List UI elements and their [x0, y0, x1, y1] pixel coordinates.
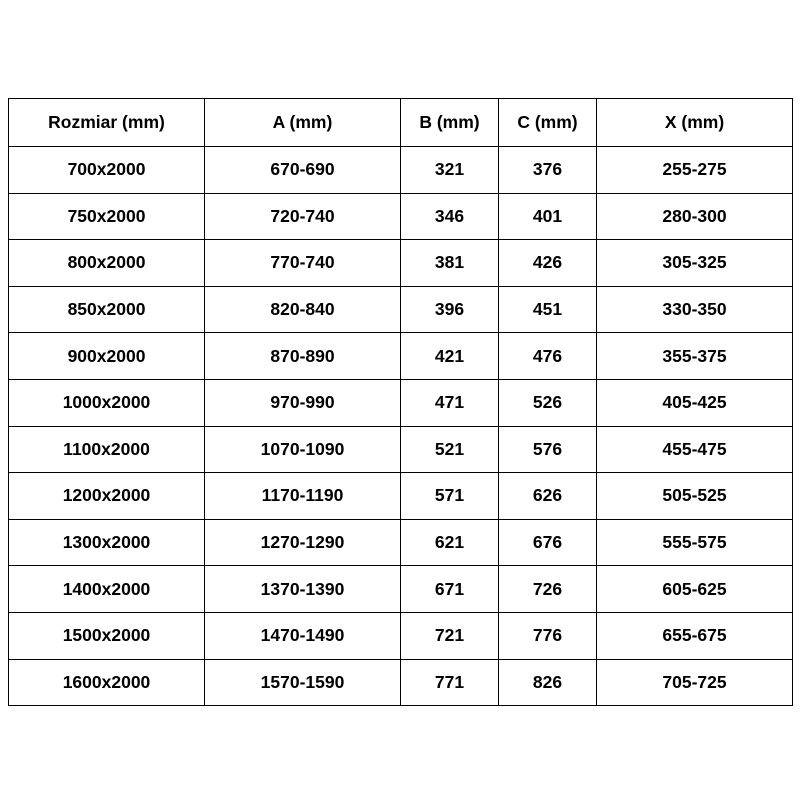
table-row	[9, 333, 793, 380]
cell-c: 676	[499, 519, 597, 566]
cell-a: 1570-1590	[205, 659, 401, 706]
table-row	[9, 240, 793, 287]
column-header-b: B (mm)	[401, 99, 499, 147]
cell-c: 401	[499, 193, 597, 240]
cell-x: 655-675	[597, 612, 793, 659]
cell-x: 280-300	[597, 193, 793, 240]
cell-c: 376	[499, 147, 597, 194]
cell-c: 826	[499, 659, 597, 706]
cell-c: 426	[499, 240, 597, 287]
cell-x: 605-625	[597, 566, 793, 613]
cell-rozmiar: 900x2000	[9, 333, 205, 380]
cell-a: 820-840	[205, 286, 401, 333]
table-row	[9, 519, 793, 566]
cell-a: 720-740	[205, 193, 401, 240]
cell-a: 770-740	[205, 240, 401, 287]
cell-c: 451	[499, 286, 597, 333]
table-row	[9, 659, 793, 706]
cell-x: 305-325	[597, 240, 793, 287]
cell-a: 870-890	[205, 333, 401, 380]
cell-a: 1370-1390	[205, 566, 401, 613]
cell-x: 455-475	[597, 426, 793, 473]
cell-c: 576	[499, 426, 597, 473]
cell-rozmiar: 750x2000	[9, 193, 205, 240]
cell-b: 346	[401, 193, 499, 240]
cell-x: 555-575	[597, 519, 793, 566]
cell-b: 721	[401, 612, 499, 659]
cell-x: 330-350	[597, 286, 793, 333]
cell-c: 776	[499, 612, 597, 659]
cell-a: 970-990	[205, 379, 401, 426]
table-row	[9, 473, 793, 520]
cell-b: 771	[401, 659, 499, 706]
size-table	[8, 98, 793, 706]
table-body	[9, 147, 793, 706]
table-row	[9, 193, 793, 240]
cell-a: 1270-1290	[205, 519, 401, 566]
cell-c: 476	[499, 333, 597, 380]
cell-b: 521	[401, 426, 499, 473]
cell-x: 355-375	[597, 333, 793, 380]
table-row	[9, 566, 793, 613]
cell-a: 1170-1190	[205, 473, 401, 520]
cell-b: 381	[401, 240, 499, 287]
cell-b: 621	[401, 519, 499, 566]
table-row	[9, 426, 793, 473]
cell-b: 571	[401, 473, 499, 520]
cell-c: 526	[499, 379, 597, 426]
table-header-row	[9, 99, 793, 147]
column-header-x: X (mm)	[597, 99, 793, 147]
table-row	[9, 286, 793, 333]
column-header-rozmiar: Rozmiar (mm)	[9, 99, 205, 147]
cell-rozmiar: 1000x2000	[9, 379, 205, 426]
cell-x: 405-425	[597, 379, 793, 426]
cell-a: 1470-1490	[205, 612, 401, 659]
cell-x: 505-525	[597, 473, 793, 520]
table-row	[9, 379, 793, 426]
cell-a: 1070-1090	[205, 426, 401, 473]
cell-b: 396	[401, 286, 499, 333]
cell-rozmiar: 1600x2000	[9, 659, 205, 706]
cell-rozmiar: 800x2000	[9, 240, 205, 287]
cell-rozmiar: 1400x2000	[9, 566, 205, 613]
cell-b: 671	[401, 566, 499, 613]
cell-rozmiar: 1200x2000	[9, 473, 205, 520]
table-row	[9, 612, 793, 659]
table-head	[9, 99, 793, 147]
column-header-c: C (mm)	[499, 99, 597, 147]
cell-b: 421	[401, 333, 499, 380]
column-header-a: A (mm)	[205, 99, 401, 147]
cell-c: 626	[499, 473, 597, 520]
cell-a: 670-690	[205, 147, 401, 194]
cell-c: 726	[499, 566, 597, 613]
cell-rozmiar: 1300x2000	[9, 519, 205, 566]
cell-rozmiar: 850x2000	[9, 286, 205, 333]
cell-rozmiar: 1100x2000	[9, 426, 205, 473]
cell-b: 471	[401, 379, 499, 426]
size-table-container	[8, 98, 792, 706]
table-row	[9, 147, 793, 194]
cell-x: 255-275	[597, 147, 793, 194]
cell-rozmiar: 1500x2000	[9, 612, 205, 659]
cell-b: 321	[401, 147, 499, 194]
cell-x: 705-725	[597, 659, 793, 706]
cell-rozmiar: 700x2000	[9, 147, 205, 194]
